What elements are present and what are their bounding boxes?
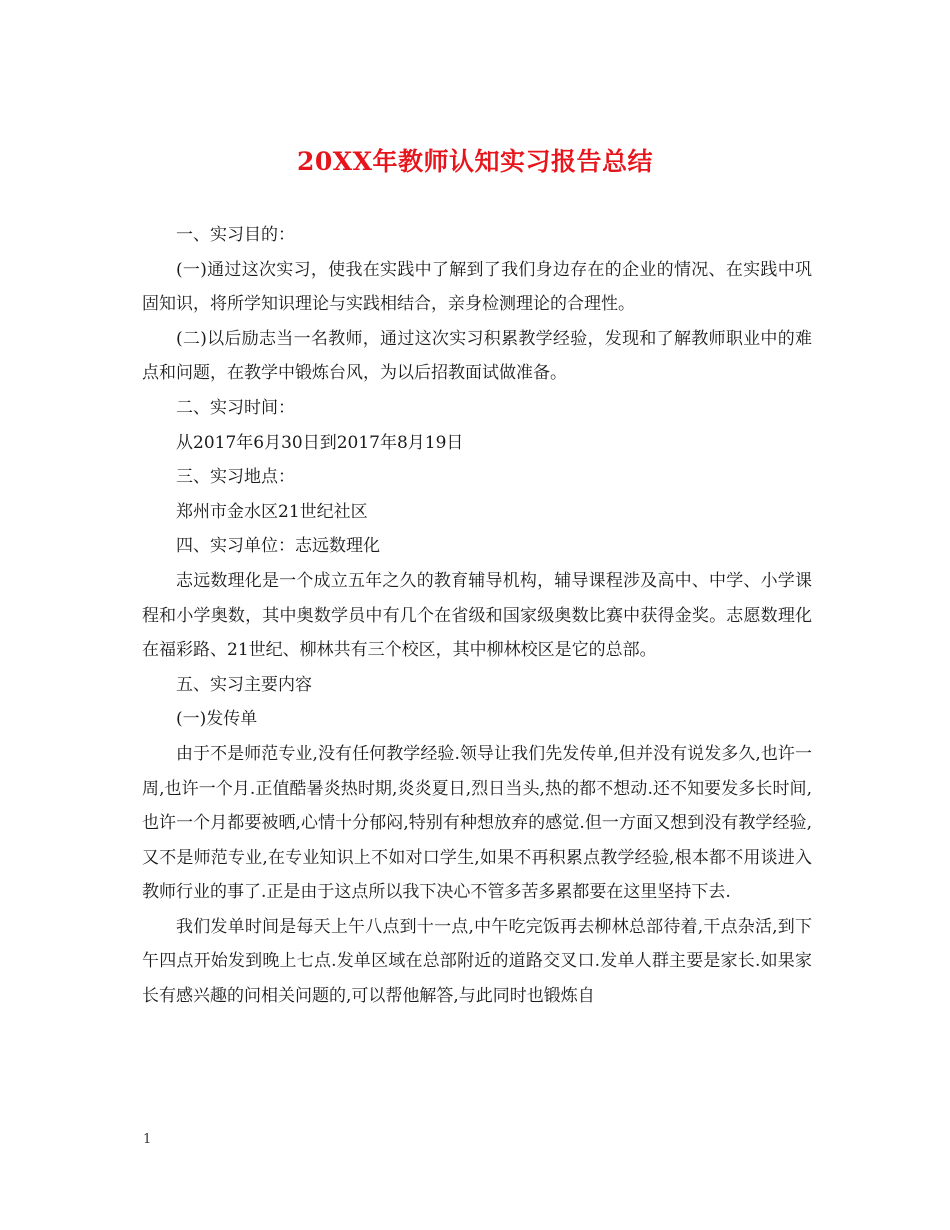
paragraph: 四、实习单位：志远数理化 [176,536,380,557]
paragraph: 郑州市金水区21世纪社区 [176,501,368,522]
paragraph: 五、实习主要内容 [176,674,312,695]
paragraph: 二、实习时间： [176,397,295,418]
document-title: 20XX年教师认知实习报告总结 [296,147,654,176]
paragraph: 三、实习地点： [176,467,295,488]
paragraph: 志远数理化是一个成立五年之久的教育辅导机构，辅导课程涉及高中、中学、小学课程和小学奥数，其中奥数学员中有几个在省级和国家级奥数比赛中获得金奖。志愿数理化在福彩路、21世纪、柳林共有三个校区，其中柳林校区是它的总部。 [142,570,812,661]
paragraph: 我们发单时间是每天上午八点到十一点,中午吃完饭再去柳林总部待着,干点杂活,到下午四点开始发到晚上七点.发单区域在总部附近的道路交叉口.发单人群主要是家长.如果家长有感兴趣的问相关问题的,可以帮他解答,与此同时也锻炼自 [142,916,812,1007]
paragraph: (二)以后励志当一名教师，通过这次实习积累教学经验，发现和了解教师职业中的难点和问题，在教学中锻炼台风，为以后招教面试做准备。 [142,328,812,384]
document-body [142,218,812,1014]
paragraph: 从2017年6月30日到2017年8月19日 [176,432,464,453]
paragraph: 由于不是师范专业,没有任何教学经验.领导让我们先发传单,但并没有说发多久,也许一周,也许一个月.正值酷暑炎热时期,炎炎夏日,烈日当头,热的都不想动.还不知要发多长时间,也许一个月都要被晒,心情十分郁闷,特别有种想放弃的感觉.但一方面又想到没有教学经验,又不是师范专业,在专业知识上不如对口学生,如果不再积累点教学经验,根本都不用谈进入教师行业的事了.正是由于这点所以我下决心不管多苦多累都要在这里坚持下去. [142,743,812,903]
paragraph: (一)发传单 [176,709,258,730]
page-number: 1 [143,1132,152,1147]
paragraph: (一)通过这次实习，使我在实践中了解到了我们身边存在的企业的情况、在实践中巩固知识，将所学知识理论与实践相结合，亲身检测理论的合理性。 [142,259,812,315]
paragraph: 一、实习目的： [176,225,295,245]
